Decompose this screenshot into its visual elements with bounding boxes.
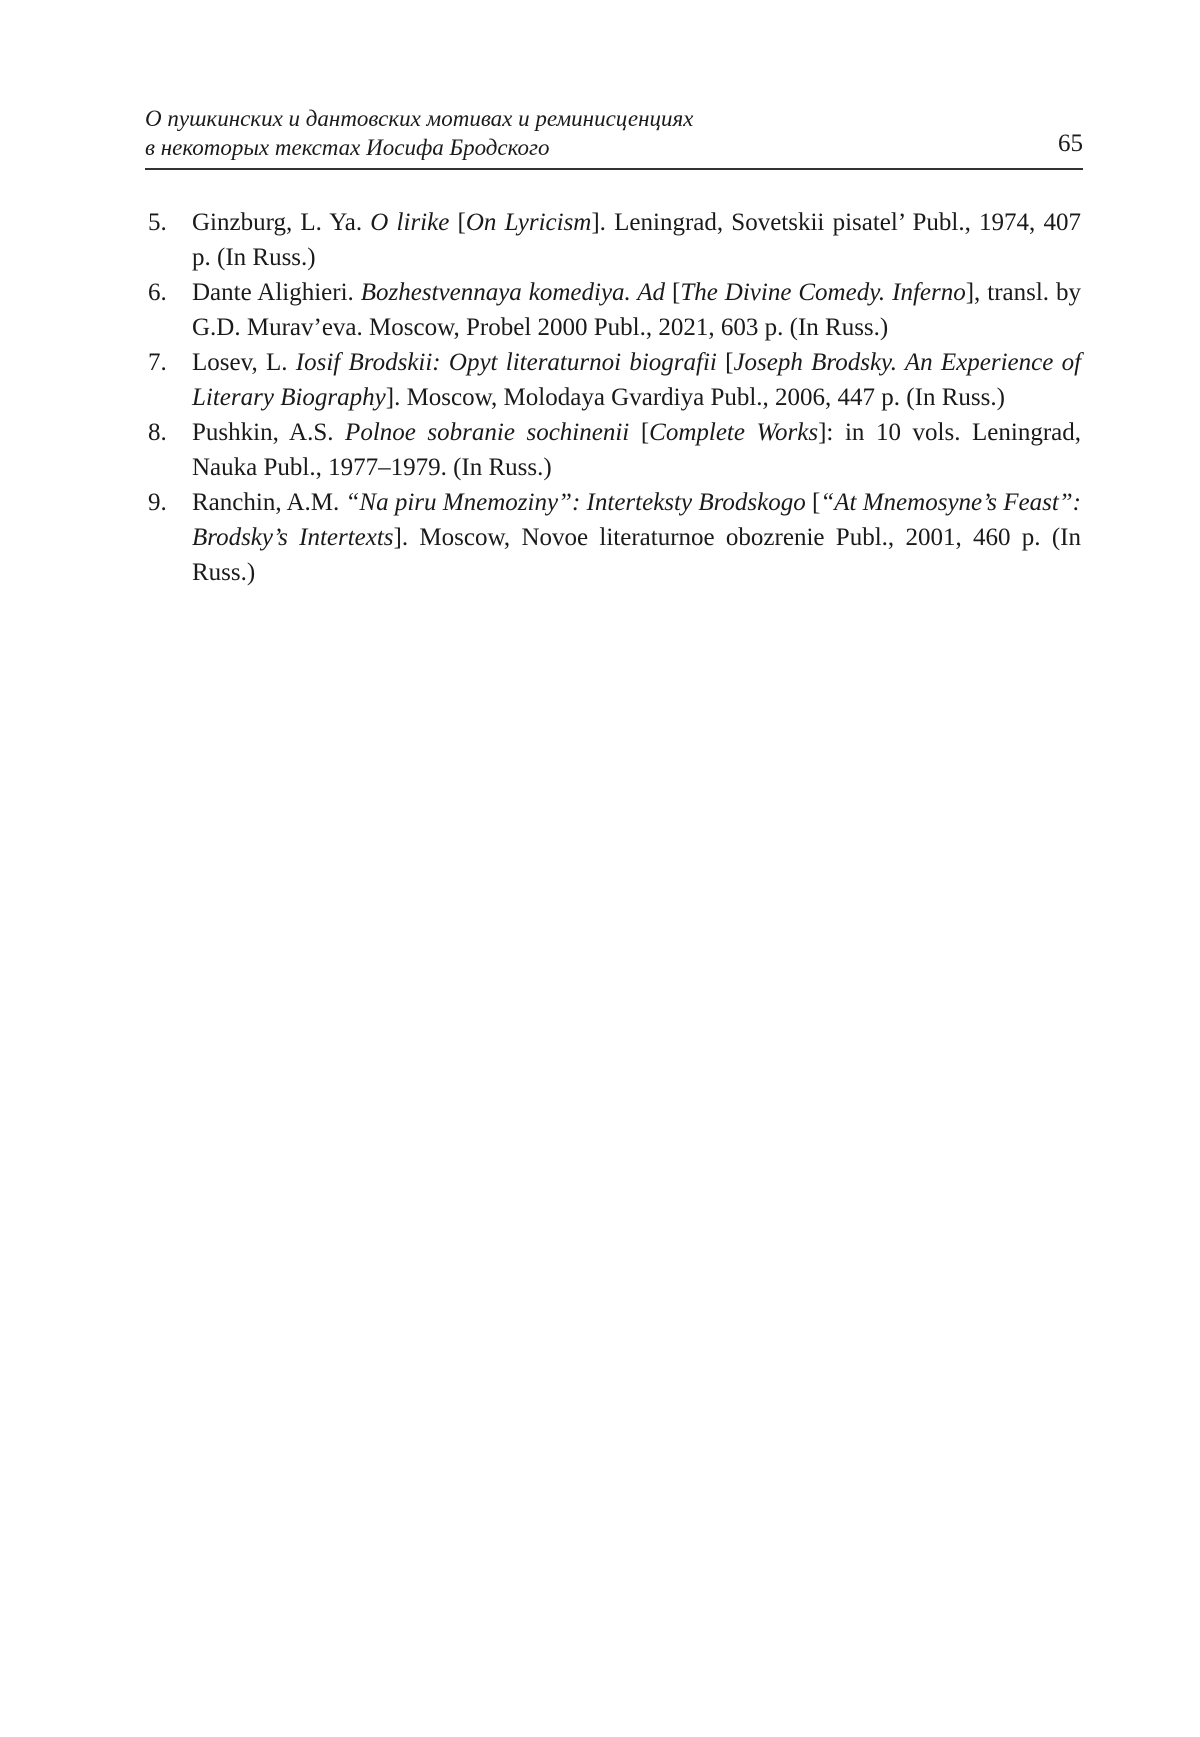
reference-title-italic: Complete Works — [649, 419, 819, 446]
reference-title-italic: On Lyricism — [465, 209, 592, 236]
running-title — [145, 104, 693, 162]
reference-text — [192, 349, 1081, 411]
page-header — [145, 104, 1083, 170]
reference-title-italic: “At Mnemosyne’s Feast”: Brodsky’s Intertexts — [192, 489, 1082, 551]
reference-item — [145, 345, 1081, 415]
reference-item — [145, 485, 1081, 590]
reference-number: 8. — [148, 419, 167, 446]
reference-text-segment: ]. Moscow, Molodaya Gvardiya Publ., 2006, 447 p. (In Russ.) — [385, 384, 1005, 411]
reference-text-segment: [ — [449, 209, 466, 236]
reference-text-segment: Pushkin, A.S. — [192, 419, 346, 446]
running-title-line-2: в некоторых текстах Иосифа Бродского — [145, 135, 550, 160]
reference-text-segment: [ — [716, 349, 734, 376]
reference-text-segment: Ranchin, A.M. — [192, 489, 346, 516]
reference-title-italic: The Divine Comedy. Inferno — [680, 279, 966, 306]
reference-title-italic: “Na piru Mnemoziny”: Interteksty Brodskogo — [345, 489, 806, 516]
reference-title-italic: Bozhestvennaya komediya. Ad — [360, 279, 666, 306]
reference-item — [145, 415, 1081, 485]
reference-number: 9. — [148, 489, 167, 516]
reference-number: 5. — [148, 209, 167, 236]
reference-item — [145, 275, 1081, 345]
reference-number: 6. — [148, 279, 167, 306]
reference-text-segment: ]. Leningrad, Sovetskii pisatel’ Publ., 1974, 407 p. (In Russ.) — [192, 209, 1081, 271]
reference-title-italic: Joseph Brodsky. An Experience of Literary Biography — [192, 349, 1082, 411]
reference-text — [192, 209, 1081, 271]
reference-text-segment: [ — [665, 279, 681, 306]
reference-text-segment: Dante Alighieri. — [192, 279, 361, 306]
reference-text — [192, 419, 1081, 481]
reference-text-segment: Losev, L. — [192, 349, 296, 376]
reference-text — [192, 489, 1081, 586]
reference-text-segment: ]: in 10 vols. Leningrad, Nauka Publ., 1977–1979. (In Russ.) — [192, 419, 1081, 481]
page-number: 65 — [1058, 130, 1083, 157]
running-title-line-1: О пушкинских и дантовских мотивах и реминисценциях — [145, 106, 694, 131]
reference-text-segment: Ginzburg, L. Ya. — [192, 209, 371, 236]
reference-text — [192, 279, 1081, 341]
reference-number: 7. — [148, 349, 167, 376]
reference-list — [145, 205, 1081, 590]
reference-text-segment: ]. Moscow, Novoe literaturnoe obozrenie Publ., 2001, 460 p. (In Russ.) — [192, 524, 1082, 586]
reference-text-segment: ], transl. by G.D. Murav’eva. Moscow, Probel 2000 Publ., 2021, 603 p. (In Russ.) — [192, 279, 1082, 341]
reference-title-italic: Iosif Brodskii: Opyt literaturnoi biografii — [295, 349, 717, 376]
reference-title-italic: Polnoe sobranie sochinenii — [345, 419, 630, 446]
reference-title-italic: O lirike — [370, 209, 450, 236]
reference-item — [145, 205, 1081, 275]
reference-text-segment: [ — [805, 489, 821, 516]
reference-text-segment: [ — [629, 419, 650, 446]
